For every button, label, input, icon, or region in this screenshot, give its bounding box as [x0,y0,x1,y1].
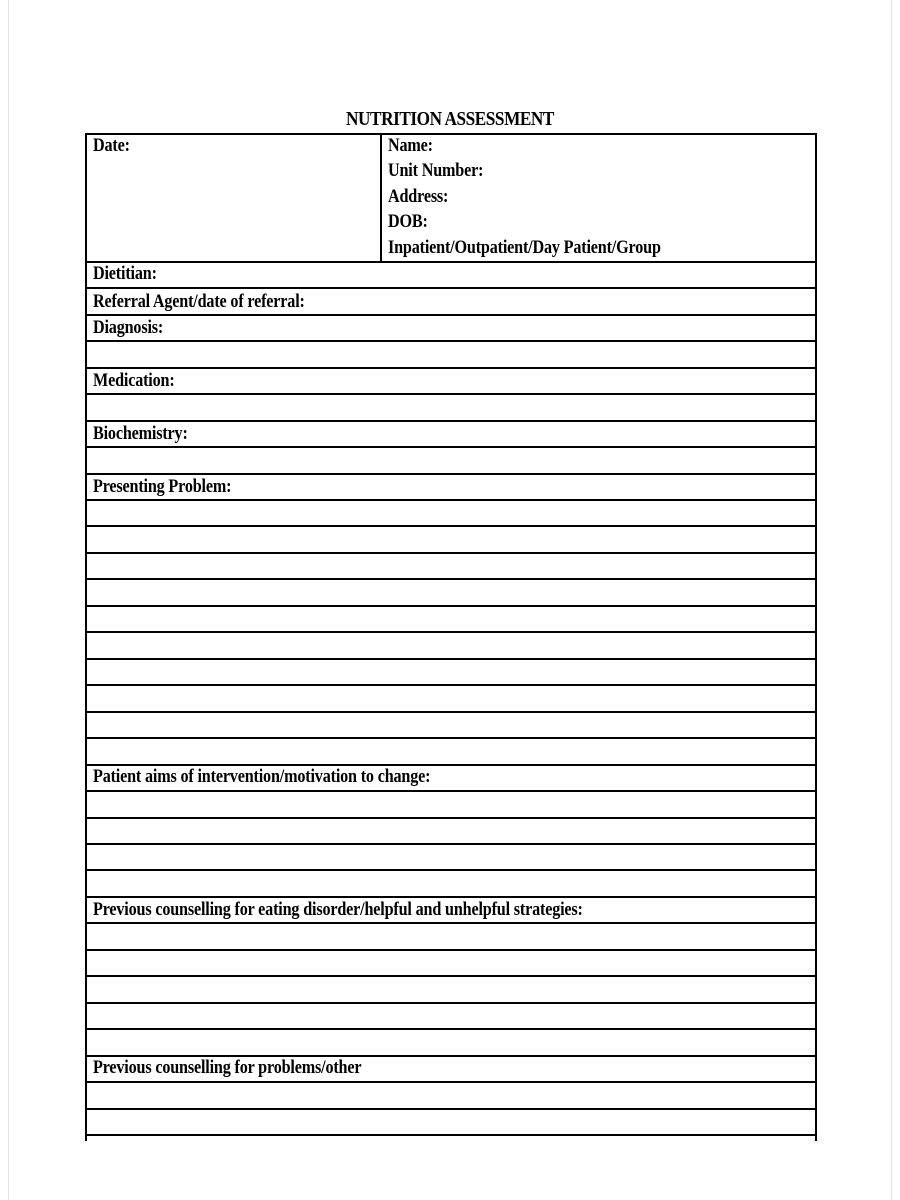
unit-number-label: Unit Number: [388,160,484,181]
row-rule [85,869,817,871]
row-rule [85,949,817,951]
row-rule [85,473,817,475]
presenting-problem-label: Presenting Problem: [93,476,232,497]
row-rule [85,896,817,898]
page-edge-right [891,0,892,1200]
patient-aims-label: Patient aims of intervention/motivation to change: [93,766,431,787]
form-border-right [815,133,817,1141]
row-rule [85,975,817,977]
row-rule [85,922,817,924]
assessment-form [85,133,816,1145]
diagnosis-label: Diagnosis: [93,317,164,338]
row-rule [85,790,817,792]
address-label: Address: [388,186,449,207]
row-rule [85,314,817,316]
referral-label: Referral Agent/date of referral: [93,291,305,312]
row-rule [85,1081,817,1083]
row-rule [85,631,817,633]
dietitian-label: Dietitian: [93,263,157,284]
form-border-top [85,133,817,135]
row-rule [85,552,817,554]
name-label: Name: [388,135,433,156]
date-label: Date: [93,135,130,156]
row-rule [85,393,817,395]
row-rule [85,420,817,422]
row-rule [85,605,817,607]
row-rule [85,843,817,845]
row-rule [85,340,817,342]
row-rule [85,1028,817,1030]
patient-type-label: Inpatient/Outpatient/Day Patient/Group [388,237,661,258]
row-rule [85,499,817,501]
row-rule [85,1002,817,1004]
row-rule [85,817,817,819]
row-rule [85,287,817,289]
row-rule [85,684,817,686]
form-border-left [85,133,87,1141]
medication-label: Medication: [93,370,175,391]
other-counselling-label: Previous counselling for problems/other [93,1057,362,1078]
row-rule [85,737,817,739]
row-rule [85,1108,817,1110]
page-edge-left [8,0,9,1200]
row-rule [85,367,817,369]
row-rule [85,446,817,448]
header-bottom-rule [85,261,817,263]
row-rule [85,658,817,660]
document-title: NUTRITION ASSESSMENT [346,108,554,130]
row-rule [85,525,817,527]
row-rule [85,711,817,713]
biochemistry-label: Biochemistry: [93,423,188,444]
header-divider [380,133,382,263]
row-rule [85,578,817,580]
eating-disorder-counselling-label: Previous counselling for eating disorder/helpful and unhelpful strategies: [93,899,583,920]
dob-label: DOB: [388,211,428,232]
row-rule [85,1134,817,1136]
